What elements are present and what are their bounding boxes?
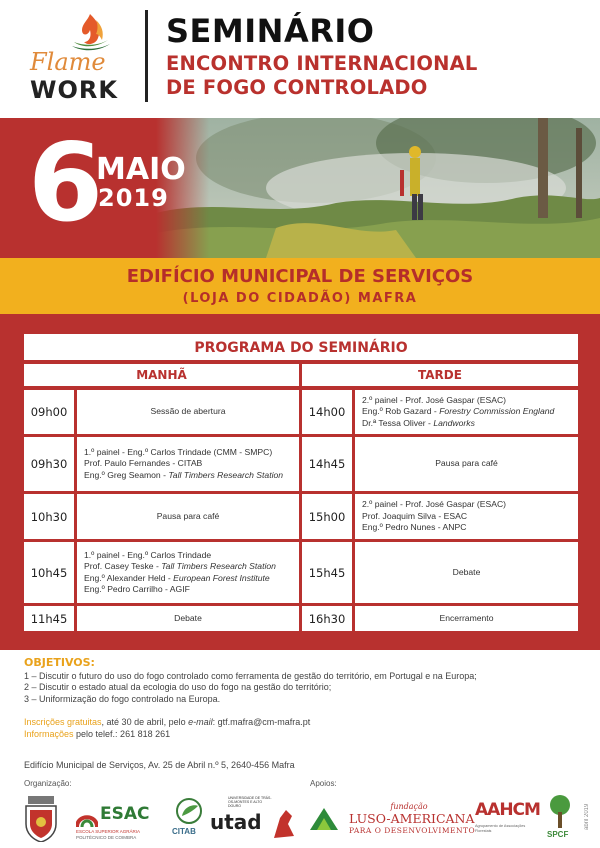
session-text: Prof. Joaquim Silva - ESAC bbox=[362, 510, 468, 521]
objective-item: 3 – Uniformização do fogo controlado na Europa. bbox=[24, 693, 221, 704]
event-day: 6 bbox=[28, 121, 104, 246]
logo-word-flame: Flame bbox=[30, 48, 106, 76]
institution-name: Landworks bbox=[433, 417, 475, 428]
session-line bbox=[84, 470, 283, 481]
flad-logo bbox=[349, 802, 476, 842]
venue-detail: (LOJA DO CIDADÃO) MAFRA bbox=[182, 291, 418, 306]
objective-item: 2 – Discutir o estado atual da ecologia do uso do fogo na gestão do território; bbox=[24, 682, 332, 692]
morning-session-cell bbox=[77, 606, 299, 631]
event-year: 2019 bbox=[98, 184, 169, 212]
afternoon-time-cell: 14h00 bbox=[302, 390, 352, 434]
institution-name: Forestry Commission England bbox=[439, 406, 555, 417]
session-text: Eng.º Alexander Held - bbox=[84, 572, 174, 583]
aahcm-name: AAHCM bbox=[475, 800, 540, 820]
venue-address: Edifício Municipal de Serviços, Av. 25 de Abril n.º 5, 2640-456 Mafra bbox=[24, 760, 295, 770]
info-highlight: Informações bbox=[24, 729, 74, 739]
session-line bbox=[174, 613, 202, 624]
print-date: abril 2019 bbox=[584, 803, 590, 830]
morning-session-cell bbox=[77, 542, 299, 603]
afternoon-session-cell bbox=[355, 606, 578, 631]
session-line bbox=[84, 447, 283, 458]
session-text: Eng.º Pedro Carrilho - AGIF bbox=[84, 583, 190, 594]
session-line bbox=[362, 406, 554, 417]
contact-info bbox=[24, 716, 584, 740]
page-subtitle bbox=[166, 52, 478, 100]
registration-line bbox=[24, 716, 584, 728]
venue-name: EDIFÍCIO MUNICIPAL DE SERVIÇOS bbox=[126, 266, 474, 287]
institution-name: European Forest Institute bbox=[173, 572, 270, 583]
info-phone: pelo telef.: 261 818 261 bbox=[73, 729, 171, 739]
morning-session-cell bbox=[77, 390, 299, 434]
registration-text: , até 30 de abril, pelo bbox=[101, 717, 189, 727]
afternoon-session-cell bbox=[355, 494, 578, 539]
spcf-name: SPCF bbox=[547, 830, 569, 839]
email-label: e-mail bbox=[188, 717, 213, 727]
session-text: Eng.º Greg Seamon - bbox=[84, 469, 169, 480]
session-line bbox=[453, 567, 481, 578]
objectives bbox=[24, 657, 584, 705]
session-text: Pausa para café bbox=[156, 510, 220, 521]
session-text: Dr.ª Tessa Oliver - bbox=[362, 417, 434, 428]
session-line bbox=[84, 458, 283, 469]
session-line bbox=[84, 550, 276, 561]
utad-name: utad bbox=[210, 810, 262, 834]
afternoon-header: TARDE bbox=[302, 364, 578, 386]
morning-time-cell: 11h45 bbox=[24, 606, 74, 631]
session-line bbox=[84, 584, 276, 595]
esac-name: ESAC bbox=[100, 804, 150, 824]
afternoon-time-cell: 16h30 bbox=[302, 606, 352, 631]
session-line bbox=[362, 418, 554, 429]
morning-session-cell bbox=[77, 494, 299, 539]
controlled-burn-photo bbox=[156, 118, 600, 258]
session-line bbox=[435, 458, 498, 469]
subtitle-line-2: DE FOGO CONTROLADO bbox=[166, 76, 428, 99]
morning-session-cell bbox=[77, 437, 299, 491]
venue-band bbox=[0, 258, 600, 314]
esac-sub-1: ESCOLA SUPERIOR AGRÁRIA bbox=[76, 829, 141, 834]
session-text: 2.º painel - Prof. José Gaspar (ESAC) bbox=[362, 499, 507, 510]
esac-arch-icon bbox=[76, 806, 98, 828]
logo-word-work: WORK bbox=[30, 76, 118, 104]
session-line bbox=[362, 395, 554, 406]
session-line bbox=[362, 499, 506, 510]
morning-header: MANHÃ bbox=[24, 364, 299, 386]
event-month: MAIO bbox=[96, 152, 186, 187]
session-text: 1.º painel - Eng.º Carlos Trindade bbox=[84, 549, 212, 560]
organization-label: Organização: bbox=[24, 779, 72, 788]
morning-time-cell: 09h30 bbox=[24, 437, 74, 491]
esac-sub-2: POLITÉCNICO DE COIMBRA bbox=[76, 835, 137, 840]
session-text: Sessão de abertura bbox=[150, 406, 226, 417]
flad-sub: PARA O DESENVOLVIMENTO bbox=[349, 826, 476, 835]
citab-name: CITAB bbox=[172, 827, 196, 836]
header-divider bbox=[145, 10, 148, 102]
session-text: Eng.º Rob Gazard - bbox=[362, 406, 440, 417]
session-line bbox=[362, 511, 506, 522]
afternoon-session-cell bbox=[355, 437, 578, 491]
afternoon-session-cell bbox=[355, 542, 578, 603]
afternoon-session-cell bbox=[355, 390, 578, 434]
spcf-logo bbox=[545, 794, 575, 842]
session-line bbox=[84, 561, 276, 572]
tree-icon bbox=[548, 794, 572, 828]
support-label: Apoios: bbox=[310, 779, 337, 788]
esac-logo bbox=[76, 802, 158, 842]
flamework-logo bbox=[30, 12, 130, 102]
email-separator: : bbox=[212, 717, 218, 727]
aahcm-sub: Agrupamento de Associações Florestais bbox=[475, 824, 526, 833]
session-text: 2.º painel - Prof. José Gaspar (ESAC) bbox=[362, 394, 507, 405]
aahcm-logo bbox=[475, 800, 541, 840]
mafra-coat-of-arms-icon bbox=[22, 796, 60, 842]
afternoon-time-cell: 15h00 bbox=[302, 494, 352, 539]
info-line bbox=[24, 728, 584, 740]
morning-time-cell: 10h30 bbox=[24, 494, 74, 539]
flad-main: LUSO-AMERICANA bbox=[349, 811, 475, 826]
registration-highlight: Inscrições gratuitas bbox=[24, 717, 102, 727]
institution-name: Tall Timbers Research Station bbox=[168, 469, 284, 480]
session-line bbox=[157, 511, 220, 522]
morning-time-cell: 09h00 bbox=[24, 390, 74, 434]
subtitle-line-1: ENCONTRO INTERNACIONAL bbox=[166, 52, 478, 75]
email-link[interactable]: gtf.mafra@cm-mafra.pt bbox=[217, 717, 311, 727]
session-line bbox=[84, 573, 276, 584]
citab-logo bbox=[172, 798, 206, 842]
program-title: PROGRAMA DO SEMINÁRIO bbox=[24, 334, 578, 362]
utad-logo bbox=[210, 796, 302, 842]
session-line bbox=[440, 613, 494, 624]
flame-icon bbox=[68, 12, 112, 52]
mountain-support-icon bbox=[309, 806, 339, 832]
utad-figure-icon bbox=[270, 806, 296, 840]
morning-time-cell: 10h45 bbox=[24, 542, 74, 603]
page-title: SEMINÁRIO bbox=[166, 12, 375, 50]
citab-leaf-icon bbox=[174, 798, 204, 824]
header bbox=[0, 0, 600, 118]
institution-name: Tall Timbers Research Station bbox=[161, 561, 276, 572]
afternoon-time-cell: 14h45 bbox=[302, 437, 352, 491]
session-line bbox=[362, 522, 506, 533]
session-text: Prof. Casey Teske - bbox=[84, 561, 162, 572]
afternoon-time-cell: 15h45 bbox=[302, 542, 352, 603]
support-logos bbox=[305, 792, 585, 844]
flad-small: fundação bbox=[390, 802, 428, 811]
objectives-title: OBJETIVOS: bbox=[24, 656, 95, 669]
organization-logos bbox=[22, 792, 302, 844]
session-text: Encerramento bbox=[439, 612, 494, 623]
session-text: Pausa para café bbox=[435, 458, 498, 469]
session-text: Debate bbox=[174, 612, 202, 623]
session-text: Eng.º Pedro Nunes - ANPC bbox=[362, 522, 467, 533]
utad-sub: UNIVERSIDADE DE TRÁS-OS-MONTES E ALTO DOURO bbox=[228, 796, 272, 808]
objective-item: 1 – Discutir o futuro do uso do fogo controlado como ferramenta de gestão do território, em Portugal e na Europa; bbox=[24, 670, 477, 681]
session-text: Debate bbox=[452, 566, 481, 577]
session-line bbox=[150, 406, 225, 417]
session-text: Prof. Paulo Fernandes - CITAB bbox=[84, 458, 203, 469]
session-text: 1.º painel - Eng.º Carlos Trindade (CMM - SMPC) bbox=[84, 446, 273, 457]
